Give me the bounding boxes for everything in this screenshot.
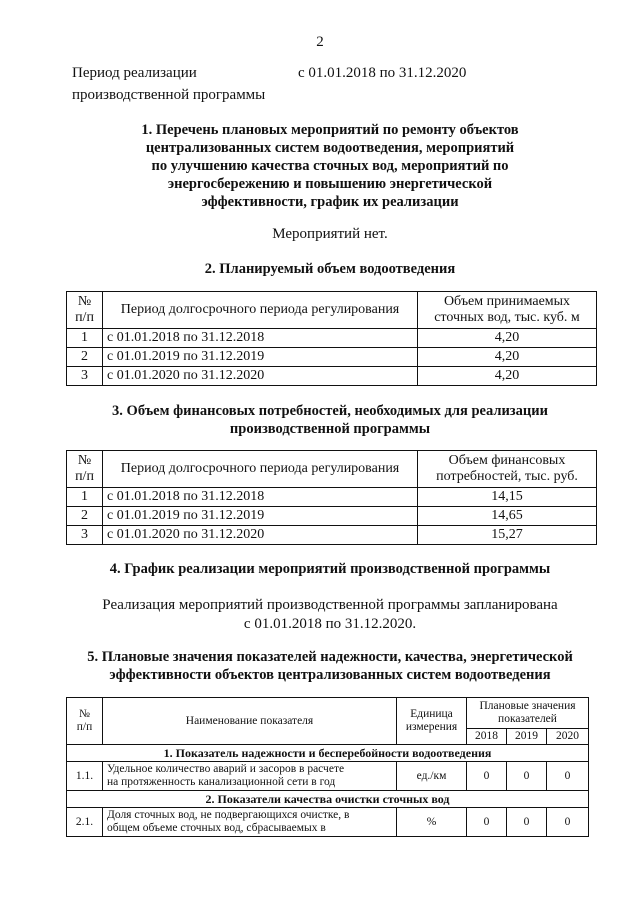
- period-label: Период реализации производственной программы: [72, 65, 266, 103]
- header-name: Наименование показателя: [103, 698, 397, 745]
- header-value: Объем принимаемых сточных вод, тыс. куб. м: [418, 292, 597, 329]
- page-number: 2: [316, 34, 324, 50]
- table-row: 2 с 01.01.2019 по 31.12.2019 14,65: [67, 507, 597, 526]
- table-row: 2 с 01.01.2019 по 31.12.2019 4,20: [67, 348, 597, 367]
- header-period: Период долгосрочного периода регулирования: [103, 292, 418, 329]
- section1-text: Мероприятий нет.: [272, 226, 388, 242]
- group-row: 2. Показатели качества очистки сточных вод: [67, 791, 589, 808]
- table-row: 3 с 01.01.2020 по 31.12.2020 4,20: [67, 367, 597, 386]
- section2-title: 2. Планируемый объем водоотведения: [204, 261, 456, 277]
- table-row: 3 с 01.01.2020 по 31.12.2020 15,27: [67, 526, 597, 545]
- section3-title: 3. Объем финансовых потребностей, необходимых для реализации производственной программы: [112, 403, 548, 437]
- table-row: 1 с 01.01.2018 по 31.12.2018 14,15: [67, 488, 597, 507]
- header-planned: Плановые значения показателей: [467, 698, 589, 729]
- table-row: 1 с 01.01.2018 по 31.12.2018 4,20: [67, 329, 597, 348]
- section1-title: 1. Перечень плановых мероприятий по ремонту объектов централизованных систем водоотведения, мероприятий по улучшению качества сточных вод, мероприятий по энергосбережению и повышению энергетической эффективности, график их реализации: [141, 122, 519, 210]
- financial-needs-table: [66, 450, 597, 545]
- header-num: № п/п: [67, 451, 103, 488]
- header-num: № п/п: [67, 698, 103, 745]
- header-num: № п/п: [67, 292, 103, 329]
- section4-text: Реализация мероприятий производственной программы запланирована с 01.01.2018 по 31.12.2020.: [102, 597, 558, 632]
- section5-title: 5. Плановые значения показателей надежности, качества, энергетической эффективности объектов централизованных систем водоотведения: [87, 649, 573, 683]
- period-value: с 01.01.2018 по 31.12.2020: [298, 65, 467, 81]
- header-period: Период долгосрочного периода регулирования: [103, 451, 418, 488]
- water-volume-table: [66, 291, 597, 386]
- header-unit: Единица измерения: [397, 698, 467, 745]
- section4-title: 4. График реализации мероприятий производственной программы: [109, 561, 551, 577]
- header-value: Объем финансовых потребностей, тыс. руб.: [418, 451, 597, 488]
- table-row: 1.1. Удельное количество аварий и засоров в расчете на протяженность канализационной сети в год ед./км 0 0 0: [67, 762, 589, 791]
- group-row: 1. Показатель надежности и бесперебойности водоотведения: [67, 745, 589, 762]
- table-row: 2.1. Доля сточных вод, не подвергающихся очистке, в общем объеме сточных вод, сбрасываемых в % 0 0 0: [67, 808, 589, 837]
- indicators-table: № п/п Наименование показателя Единица измерения Плановые значения показателей 2018 2019 2020 1. Показатель надежности и бесперебойности водоотведения 1.1. Удельное количество аварий и засоров в расчете на протяженность канализационной сети в год ед./км 0 0 0 2. Показатели качества очистки сточных вод 2.1. Доля сточных вод, не подвергающихся очистке, в общем объеме сточных вод, сбрасываемых в % 0 0 0: [66, 697, 589, 837]
